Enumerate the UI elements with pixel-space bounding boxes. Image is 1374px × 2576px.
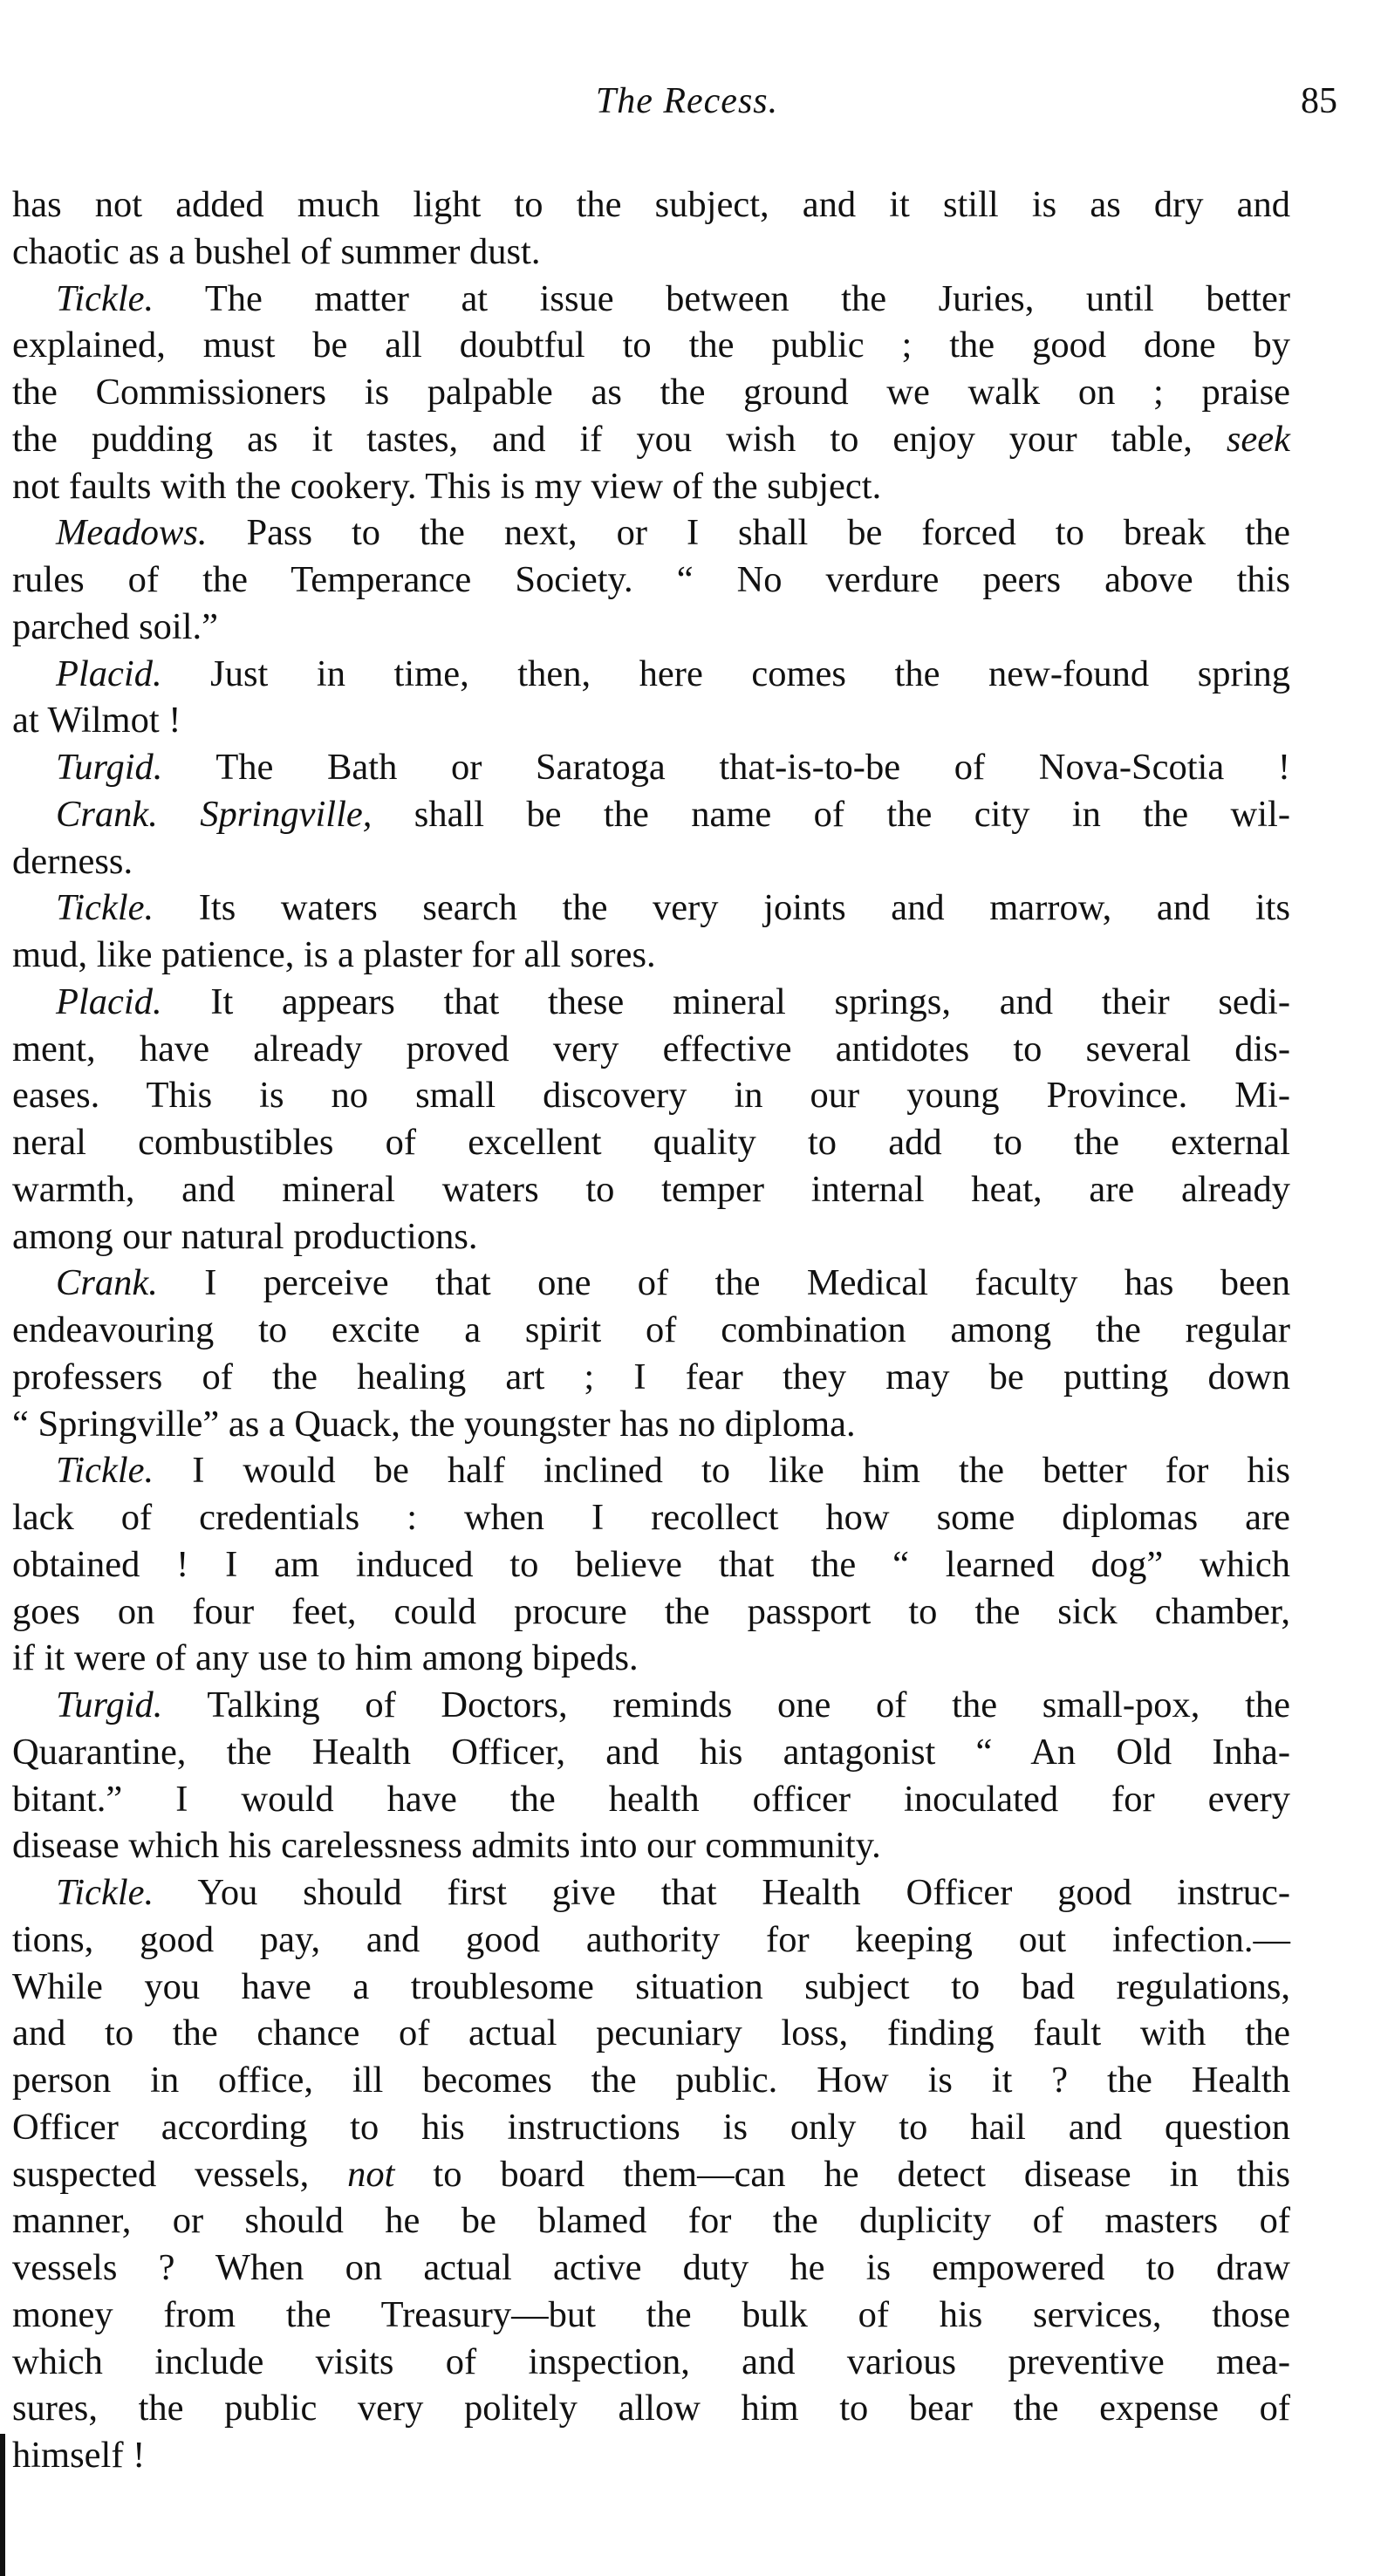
text-line — [12, 2057, 1290, 2104]
text-line — [12, 2197, 1290, 2245]
speaker-name: Placid. — [56, 981, 162, 1022]
text-line — [12, 1729, 1290, 1776]
text-line — [12, 1166, 1290, 1213]
line-text: ment, have already proved very effective antidotes to several dis- — [12, 1028, 1290, 1069]
text-line — [12, 932, 1290, 979]
emphasis: Springville, — [200, 793, 373, 835]
line-text: lack of credentials : when I recollect how some diplomas are — [12, 1497, 1290, 1538]
line-text: if it were of any use to him among bipeds. — [12, 1637, 639, 1679]
text-line — [12, 509, 1290, 557]
text-line — [12, 1307, 1290, 1354]
line-text: You should first give that Health Officer good instruc- — [197, 1872, 1290, 1913]
text-line — [12, 1635, 1290, 1682]
emphasis: not — [347, 2153, 395, 2195]
text-line — [12, 2245, 1290, 2292]
text-line — [12, 885, 1290, 932]
text-line — [12, 276, 1290, 323]
text-line — [12, 2104, 1290, 2151]
line-text: the pudding as it tastes, and if you wish to enjoy your table, — [12, 418, 1193, 460]
line-text: among our natural productions. — [12, 1215, 478, 1257]
line-text: which include visits of inspection, and various preventive mea- — [12, 2340, 1290, 2382]
line-text: eases. This is no small discovery in our young Province. Mi- — [12, 1075, 1290, 1117]
line-text: himself ! — [12, 2435, 146, 2476]
text-line — [12, 229, 1290, 276]
line-text: obtained ! I am induced to believe that the “ learned dog” which — [12, 1543, 1290, 1585]
text-line — [12, 1822, 1290, 1869]
text-line — [12, 1869, 1290, 1917]
line-text: suspected vessels, — [12, 2153, 310, 2195]
text-line — [12, 2432, 1290, 2479]
speaker-name: Tickle. — [56, 1872, 154, 1913]
text-line — [12, 1447, 1290, 1494]
line-text: the Commissioners is palpable as the ground we walk on ; praise — [12, 372, 1290, 413]
text-line — [12, 1589, 1290, 1636]
text-line — [12, 1541, 1290, 1589]
line-text: I would be half inclined to like him the better for his — [192, 1450, 1291, 1492]
line-text: person in office, ill becomes the public. How is it ? the Health — [12, 2060, 1290, 2101]
line-text: parched soil.” — [12, 605, 219, 647]
line-text: bitant.” I would have the health officer inoculated for every — [12, 1778, 1290, 1820]
line-text: goes on four feet, could procure the passport to the sick chamber, — [12, 1590, 1290, 1632]
text-line — [12, 1776, 1290, 1823]
speaker-name: Turgid. — [56, 747, 163, 788]
text-line — [12, 2385, 1290, 2432]
text-line — [12, 1026, 1290, 1073]
text-line — [12, 463, 1290, 510]
speaker-name: Tickle. — [56, 1450, 154, 1492]
line-text: shall be the name of the city in the wil- — [414, 793, 1291, 835]
line-text: explained, must be all doubtful to the public ; the good done by — [12, 325, 1290, 366]
line-text: has not added much light to the subject, and it still is as dry and — [12, 184, 1290, 225]
text-line — [12, 2151, 1290, 2198]
line-text: Pass to the next, or I shall be forced to break the — [246, 512, 1291, 554]
line-text: Its waters search the very joints and marrow, and its — [198, 887, 1290, 929]
line-text: disease which his carelessness admits into our community. — [12, 1825, 881, 1867]
line-text: warmth, and mineral waters to temper internal heat, are already — [12, 1168, 1290, 1210]
line-text: I perceive that one of the Medical faculty has been — [204, 1262, 1291, 1304]
line-text: at Wilmot ! — [12, 700, 181, 741]
text-line — [12, 1917, 1290, 1964]
text-line — [12, 322, 1290, 369]
line-text: professers of the healing art ; I fear they may be putting down — [12, 1356, 1290, 1397]
text-line — [12, 744, 1290, 791]
line-text: Officer according to his instructions is only to hail and question — [12, 2106, 1290, 2148]
text-line — [12, 1964, 1290, 2011]
line-text-continued: to board them—can he detect disease in this — [433, 2153, 1290, 2195]
text-line — [12, 557, 1290, 604]
speaker-name: Crank. — [56, 1262, 158, 1304]
line-text: and to the chance of actual pecuniary loss, finding fault with the — [12, 2012, 1290, 2054]
line-text: It appears that these mineral springs, and their sedi- — [210, 981, 1291, 1022]
text-line — [12, 1401, 1290, 1448]
line-text: manner, or should he be blamed for the duplicity of masters of — [12, 2200, 1290, 2242]
text-line — [12, 2292, 1290, 2339]
left-margin-rule — [0, 2434, 5, 2576]
text-line — [12, 838, 1290, 885]
text-line — [12, 604, 1290, 651]
line-text: not faults with the cookery. This is my view of the subject. — [12, 465, 882, 507]
line-text: endeavouring to excite a spirit of combination among the regular — [12, 1309, 1290, 1350]
line-text: tions, good pay, and good authority for keeping out infection.— — [12, 1918, 1290, 1960]
line-text: chaotic as a bushel of summer dust. — [12, 230, 541, 272]
speaker-name: Tickle. — [56, 887, 154, 929]
line-text: Talking of Doctors, reminds one of the small-pox, the — [207, 1684, 1290, 1725]
text-line — [12, 1119, 1290, 1166]
text-line — [12, 1682, 1290, 1729]
text-line — [12, 181, 1290, 229]
line-text: While you have a troublesome situation subject to bad regulations, — [12, 1965, 1290, 2007]
page-number: 85 — [1301, 81, 1337, 121]
speaker-name: Crank. — [56, 793, 158, 835]
speaker-name: Tickle. — [56, 277, 154, 319]
text-line — [12, 2339, 1290, 2386]
text-line — [12, 416, 1290, 463]
text-line — [12, 1213, 1290, 1261]
text-line — [12, 697, 1290, 744]
text-line — [12, 1354, 1290, 1401]
text-line — [12, 651, 1290, 698]
line-text: sures, the public very politely allow him to bear the expense of — [12, 2388, 1290, 2429]
speaker-name: Placid. — [56, 653, 162, 694]
text-line — [12, 1072, 1290, 1119]
speaker-name: Meadows. — [56, 512, 208, 554]
line-text: money from the Treasury—but the bulk of his services, those — [12, 2293, 1290, 2335]
emphasis: seek — [1226, 418, 1290, 460]
speaker-name: Turgid. — [56, 1684, 163, 1725]
text-line — [12, 1494, 1290, 1541]
text-line — [12, 979, 1290, 1026]
line-text: rules of the Temperance Society. “ No verdure peers above this — [12, 559, 1290, 600]
line-text: The Bath or Saratoga that-is-to-be of Nova-Scotia ! — [215, 747, 1291, 788]
line-text: neral combustibles of excellent quality to add to the external — [12, 1122, 1290, 1163]
page-header — [0, 80, 1374, 141]
line-text: vessels ? When on actual active duty he is empowered to draw — [12, 2247, 1290, 2288]
running-title: The Recess. — [595, 81, 779, 121]
text-line — [12, 2010, 1290, 2057]
line-text: Quarantine, the Health Officer, and his antagonist “ An Old Inha- — [12, 1731, 1290, 1773]
line-text: Just in time, then, here comes the new-found spring — [210, 653, 1291, 694]
text-line — [12, 1260, 1290, 1307]
line-text: mud, like patience, is a plaster for all sores. — [12, 934, 656, 975]
body-text — [12, 181, 1290, 2479]
text-line — [12, 791, 1290, 838]
text-line — [12, 369, 1290, 416]
line-text: derness. — [12, 840, 133, 882]
line-text: “ Springville” as a Quack, the youngster has no diploma. — [12, 1403, 856, 1445]
line-text: The matter at issue between the Juries, until better — [204, 277, 1290, 319]
